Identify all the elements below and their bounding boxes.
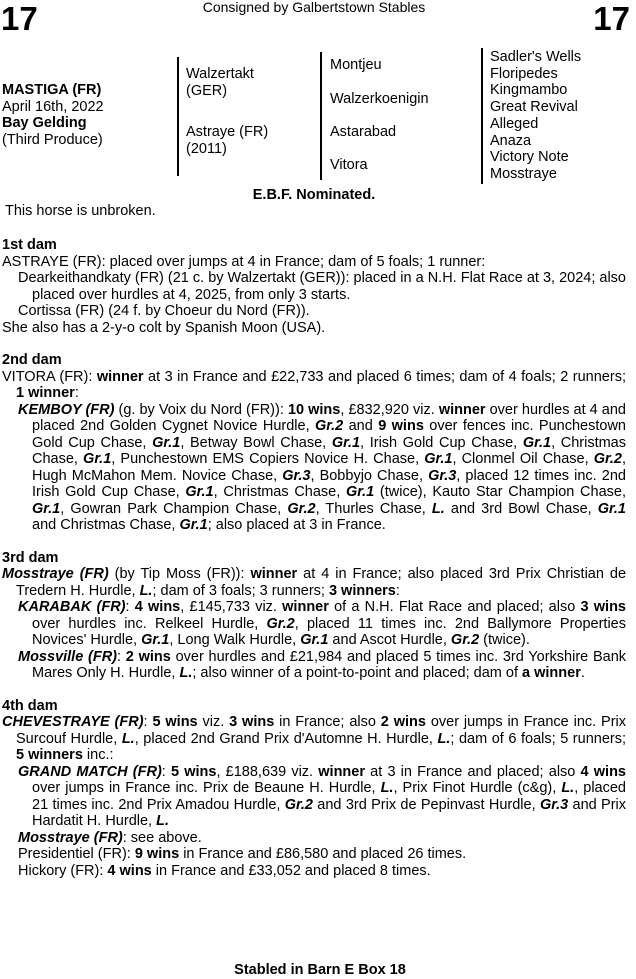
gen4-ancestor: Sadler's Wells (490, 49, 582, 65)
gen3-ancestor: Montjeu (330, 57, 382, 73)
produce-entry: Mossville (FR): 2 wins over hurdles and £21,984 and placed 5 times inc. 3rd Yorkshire Bank Mares Only H. Hurdle, L.; also winner of a point-to-point and placed; dam of a winner. (18, 648, 627, 681)
gen4-ancestor: Great Revival (490, 99, 578, 116)
pedigree-sire (186, 66, 254, 99)
third-dam-line: Mosstraye (FR) (by Tip Moss (FR)): winner at 4 in France; also placed 3rd Prix Christian de Tredern H. Hurdle, L.; dam of 3 foals; 3 runners; 3 winners: (2, 566, 627, 599)
catalogue-body (2, 237, 626, 879)
pedigree-divider-2 (320, 52, 322, 180)
produce-entry: Presidentiel (FR): 9 wins in France and £86,580 and placed 26 times. (18, 846, 467, 862)
second-dam-heading: 2nd dam (2, 352, 62, 368)
first-dam-line: ASTRAYE (FR): placed over jumps at 4 in France; dam of 5 foals; 1 runner: (2, 253, 486, 270)
stabling-location: Stabled in Barn E Box 18 (234, 962, 406, 978)
gen4-ancestor: Anaza (490, 132, 532, 149)
dam-name: Astraye (FR) (186, 124, 269, 140)
gen4-ancestor: Victory Note (490, 149, 569, 166)
gen3-ancestor: Walzerkoenigin (330, 91, 429, 107)
produce-entry: She also has a 2-y-o colt by Spanish Moon (USA). (2, 319, 326, 336)
produce-entry: Dearkeithandkaty (FR) (21 c. by Walzertakt (GER)): placed in a N.H. Flat Race at 3, 2024; also placed over hurdles at 4, 2025, from only 3 starts. (18, 270, 626, 303)
consignor: Consigned by Galbertstown Stables (202, 0, 426, 15)
pedigree-divider-3 (481, 48, 483, 184)
gen4-list (490, 49, 581, 183)
horse-info (2, 82, 104, 148)
produce-entry: KEMBOY (FR) (g. by Voix du Nord (FR)): 10 wins, £832,920 viz. winner over hurdles at 4 and placed 2nd Golden Cygnet Novice Hurdle, Gr.2 and 9 wins over fences inc. Punchestown Gold Cup Chase, Gr.1, Betway Bowl Chase, Gr.1, Irish Gold Cup Chase, Gr.1, Christmas Chase, Gr.1, Punchestown EMS Copiers Novice H. Chase, Gr.1, Clonmel Oil Chase, Gr.2, Hugh McMahon Mem. Novice Chase, Gr.3, Bobbyjo Chase, Gr.3, placed 12 times inc. 2nd Irish Gold Cup Chase, Gr.1, Christmas Chase, Gr.1 (twice), Kauto Star Champion Chase, Gr.1, Gowran Park Champion Chase, Gr.2, Thurles Chase, L. and 3rd Bowl Chase, Gr.1 and Christmas Chase, Gr.1; also placed at 3 in France. (18, 401, 626, 533)
unbroken-note: This horse is unbroken. (5, 203, 156, 219)
fourth-dam-heading: 4th dam (2, 697, 58, 714)
dam-year: (2011) (186, 140, 227, 157)
produce-entry: Mosstraye (FR): see above. (18, 829, 202, 846)
ebf-nominated: E.B.F. Nominated. (252, 187, 376, 203)
lot-number-left: 17 (1, 0, 38, 37)
gen3-ancestor: Astarabad (330, 124, 397, 140)
produce-entry: GRAND MATCH (FR): 5 wins, £188,639 viz. winner at 3 in France and placed; also 4 wins over jumps in France inc. Prix de Beaune H. Hurdle, L., Prix Finot Hurdle (c&g), L., placed 21 times inc. 2nd Prix Amadou Hurdle, Gr.2 and 3rd Prix de Pepinvast Hurdle, Gr.3 and Prix Hardatit H. Hurdle, L. (18, 763, 626, 829)
foaling-date: April 16th, 2022 (2, 98, 104, 115)
horse-name: MASTIGA (FR) (2, 82, 102, 98)
gen4-ancestor: Floripedes (490, 65, 558, 82)
produce-entry: KARABAK (FR): 4 wins, £145,733 viz. winner of a N.H. Flat Race and placed; also 3 wins over hurdles inc. Relkeel Hurdle, Gr.2, placed 11 times inc. 2nd Ballymore Properties Novices' Hurdle, Gr.1, Long Walk Hurdle, Gr.1 and Ascot Hurdle, Gr.2 (twice). (18, 599, 627, 648)
first-dam-heading: 1st dam (2, 237, 57, 253)
second-dam-line: VITORA (FR): winner at 3 in France and £22,733 and placed 6 times; dam of 4 foals; 2 runners; 1 winner: (2, 368, 626, 401)
produce-entry: Cortissa (FR) (24 f. by Choeur du Nord (FR)). (18, 303, 310, 319)
gen4-ancestor: Kingmambo (490, 82, 568, 99)
sire-country: (GER) (186, 82, 228, 99)
horse-sex: Bay Gelding (2, 115, 87, 131)
gen3-ancestor: Vitora (330, 157, 368, 173)
gen4-ancestor: Mosstraye (490, 165, 557, 182)
pedigree-dam (186, 124, 268, 157)
fourth-dam-line: CHEVESTRAYE (FR): 5 wins viz. 3 wins in France; also 2 wins over jumps in France inc. Prix Surcouf Hurdle, L., placed 2nd Grand Prix d'Automne H. Hurdle, L.; dam of 6 foals; 5 runners; 5 winners inc.: (2, 714, 626, 763)
produce-entry: Hickory (FR): 4 wins in France and £33,052 and placed 8 times. (18, 862, 431, 879)
sire-name: Walzertakt (186, 66, 254, 82)
pedigree-divider-1 (177, 57, 179, 176)
produce-note: (Third Produce) (2, 131, 103, 148)
lot-number-right: 17 (593, 0, 630, 37)
gen4-ancestor: Alleged (490, 115, 539, 132)
third-dam-heading: 3rd dam (2, 549, 59, 566)
